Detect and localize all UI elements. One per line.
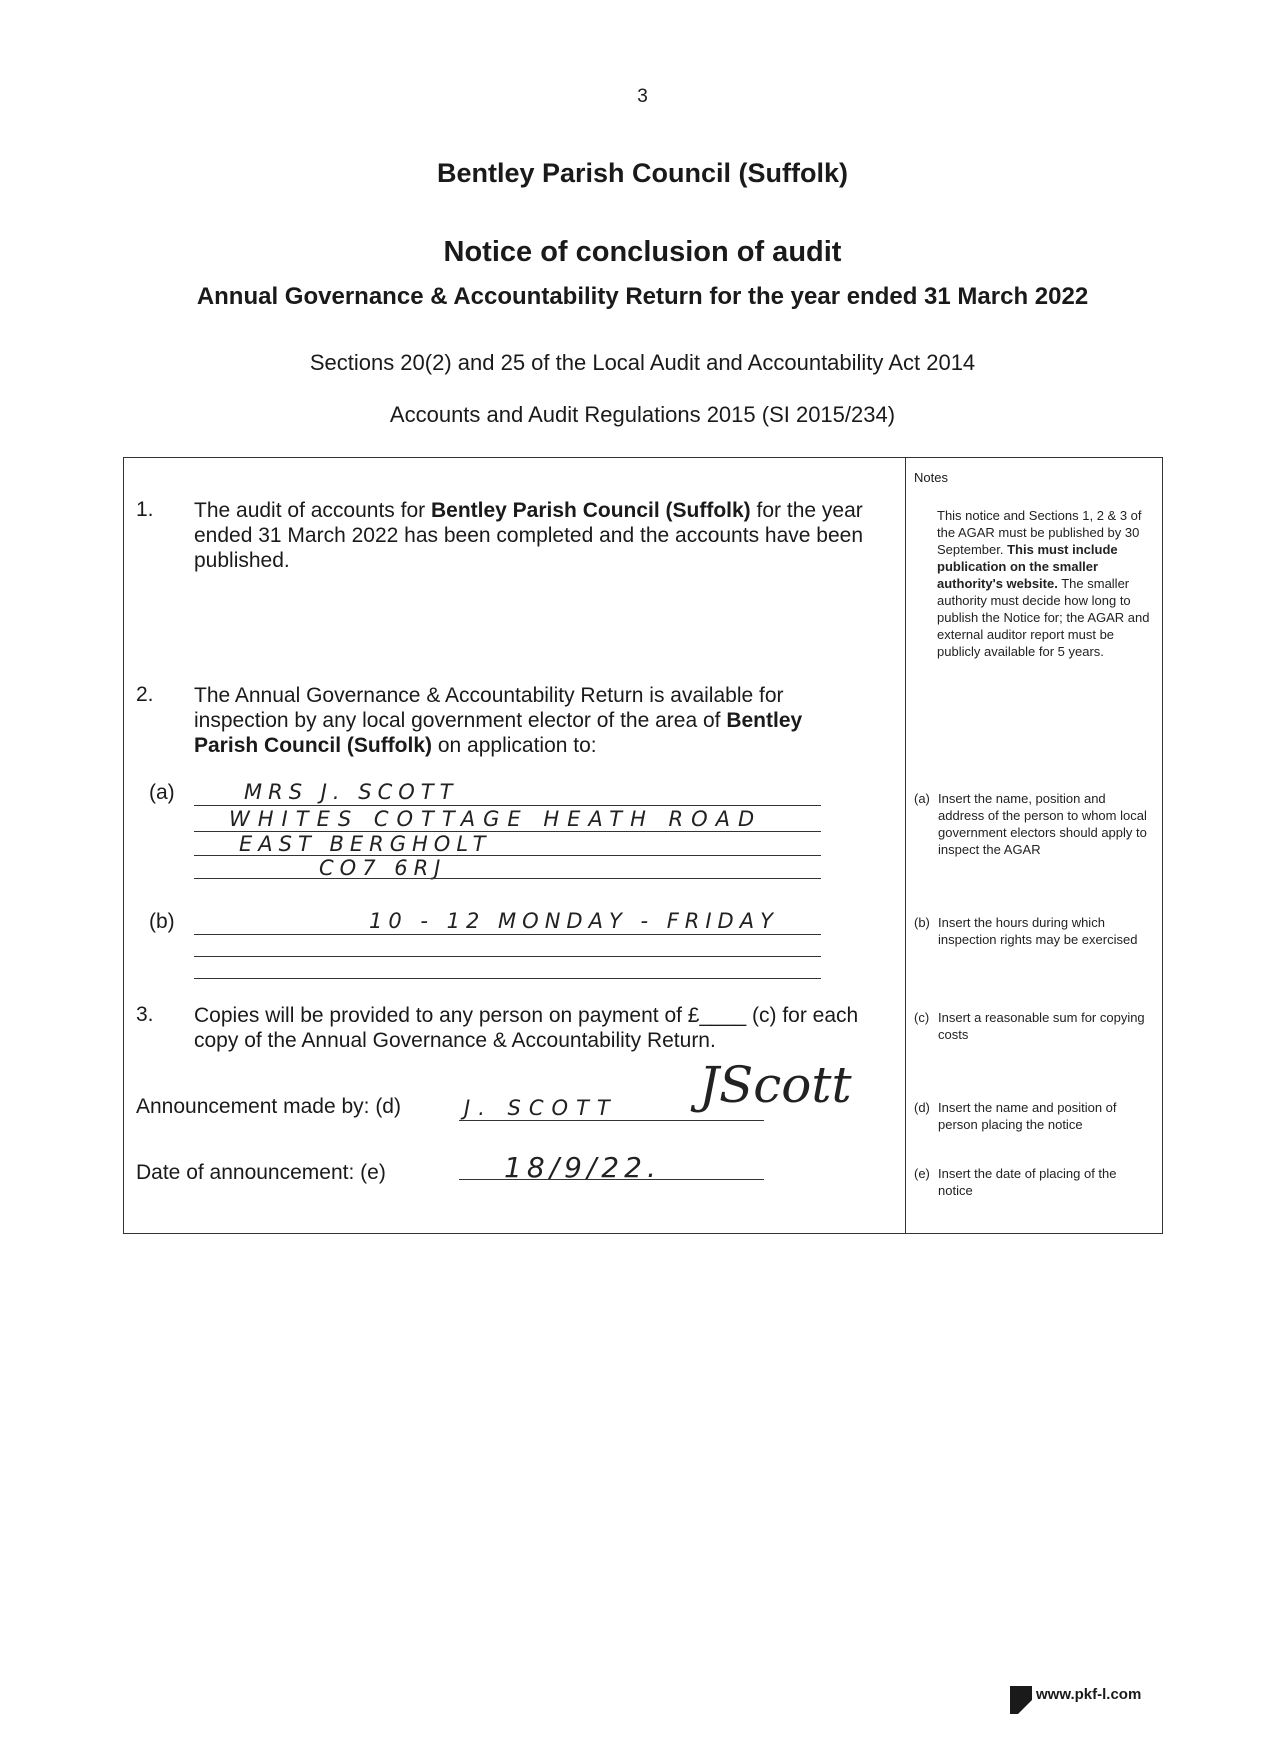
handwritten-address-1: WHITES COTTAGE HEATH ROAD <box>229 807 763 831</box>
signature: JScott <box>699 1056 852 1114</box>
address-line-3 <box>194 855 821 856</box>
handwritten-postcode: CO7 6RJ <box>319 856 447 880</box>
council-title: Bentley Parish Council (Suffolk) <box>436 158 849 188</box>
pkf-logo-icon <box>1008 1684 1034 1716</box>
hours-line-2 <box>194 956 821 957</box>
handwritten-hours: 10 - 12 MONDAY - FRIDAY <box>369 909 779 933</box>
announcement-line <box>459 1120 764 1121</box>
item-1-text: The audit of accounts for Bentley Parish Council (Suffolk) for the year ended 31 March 2022 has been completed and the accounts have been published. <box>194 499 863 572</box>
notice-title: Notice of conclusion of audit <box>443 236 842 268</box>
part-b-label: (b) <box>149 910 175 933</box>
address-line-1 <box>194 805 821 806</box>
handwritten-name: MRS J. SCOTT <box>244 780 459 804</box>
item-3-number: 3. <box>136 1003 154 1026</box>
hours-line-1 <box>194 934 821 935</box>
announcement-date: 18/9/22. <box>504 1151 661 1184</box>
announcement-label: Announcement made by: (d) <box>136 1095 401 1118</box>
regulations-line: Accounts and Audit Regulations 2015 (SI 2015/234) <box>389 402 896 427</box>
notes-column-divider <box>905 458 906 1233</box>
notes-publication-note: This notice and Sections 1, 2 & 3 of the AGAR must be published by 30 September. This must include publication on the smaller authority's website. The smaller authority must decide how long to publish the Notice for; the AGAR and external auditor report must be publicly available for 5 years. <box>937 508 1150 659</box>
address-line-4 <box>194 878 821 879</box>
item-2-text: The Annual Governance & Accountability Return is available for inspection by any local government elector of the area of Bentley Parish Council (Suffolk) on application to: <box>194 684 803 757</box>
date-label: Date of announcement: (e) <box>136 1161 386 1184</box>
act-sections-line: Sections 20(2) and 25 of the Local Audit and Accountability Act 2014 <box>309 350 976 375</box>
announcer-name: J. SCOTT <box>464 1096 618 1120</box>
item-3-text: Copies will be provided to any person on payment of £____ (c) for each copy of the Annual Governance & Accountability Return. <box>194 1004 859 1052</box>
footer-url[interactable]: www.pkf-l.com <box>1036 1686 1142 1703</box>
notice-form-box: 1. The audit of accounts for Bentley Parish Council (Suffolk) for the year ended 31 March 2022 has been completed and the accounts have been published. 2. The Annual Governance & Accountability Return is available for inspection by any local government elector of the area of Bentley Parish Council (Suffolk) on application to: (a) MRS J. SCOTT WHITES COTTAGE HEATH ROAD EAST BERGHOLT CO7 6RJ (b) 10 - 12 MONDAY - FRIDAY 3. Copies will be provided to any person on payment of £____ (c) for each copy of the Annual Governance & Accountability Return. Announcement made by: (d) J. SCOTT JScott Date of announcement: (e) 18/9/22. Notes This notice and Sections 1, 2 & 3 of the AGAR must be published by 30 September. This must include publication on the smaller authority's website. The smaller authority must decide how long to publish the Notice for; the AGAR and external auditor report must be publicly available for 5 years. (a) Insert the name, position and address of the person to whom local government electors should apply to inspect the AGAR (b) Insert the hours during which inspection rights may be exercised (c) Insert a reasonable sum for copying costs (d) Insert the name and position of person placing the notice (e) Insert the date of placing of the notice <box>123 457 1163 1234</box>
handwritten-address-2: EAST BERGHOLT <box>239 832 492 856</box>
return-title: Annual Governance & Accountability Return for the year ended 31 March 2022 <box>196 283 1089 310</box>
part-a-label: (a) <box>149 781 175 804</box>
item-1-number: 1. <box>136 498 154 521</box>
hours-line-3 <box>194 978 821 979</box>
page-number: 3 <box>637 86 648 107</box>
notes-header: Notes <box>914 470 948 485</box>
item-2-number: 2. <box>136 683 154 706</box>
date-line <box>459 1179 764 1180</box>
